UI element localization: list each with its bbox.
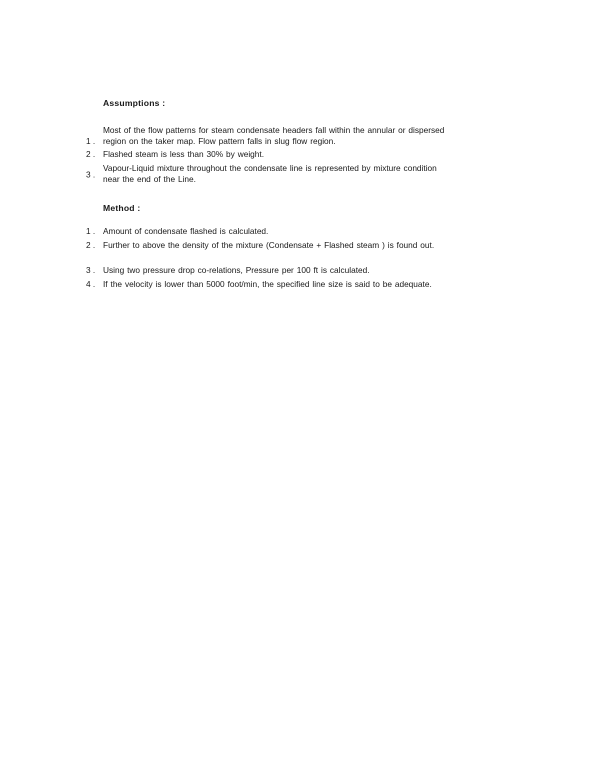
list-number: 2 .	[86, 149, 96, 159]
method-item-3	[86, 265, 466, 276]
list-text: If the velocity is lower than 5000 foot/min, the specified line size is said to be adequate.	[103, 279, 432, 289]
list-text: Most of the flow patterns for steam condensate headers fall within the annular or dispersed region on the taker map. Flow pattern falls in slug flow region.	[103, 125, 445, 146]
method-item-4	[86, 279, 466, 290]
list-text: Further to above the density of the mixture (Condensate + Flashed steam ) is found out.	[103, 240, 435, 250]
list-text: Vapour-Liquid mixture throughout the condensate line is represented by mixture condition near the end of the Line.	[103, 163, 437, 184]
method-item-1	[86, 226, 466, 237]
list-number: 4 .	[86, 279, 96, 289]
list-text: Using two pressure drop co-relations, Pressure per 100 ft is calculated.	[103, 265, 370, 275]
assumptions-heading: Assumptions :	[103, 98, 166, 108]
list-text: Flashed steam is less than 30% by weight.	[103, 149, 264, 159]
assumption-item-2	[86, 149, 466, 160]
list-number: 1 .	[86, 135, 96, 146]
assumption-item-3	[86, 163, 466, 184]
list-number: 3 .	[86, 169, 96, 180]
list-text: Amount of condensate flashed is calculated.	[103, 226, 269, 236]
list-number: 3 .	[86, 265, 96, 275]
method-item-2	[86, 240, 466, 251]
list-number: 2 .	[86, 240, 96, 250]
list-number: 1 .	[86, 226, 96, 236]
method-heading: Method :	[103, 203, 141, 213]
assumption-item-1	[86, 125, 466, 146]
